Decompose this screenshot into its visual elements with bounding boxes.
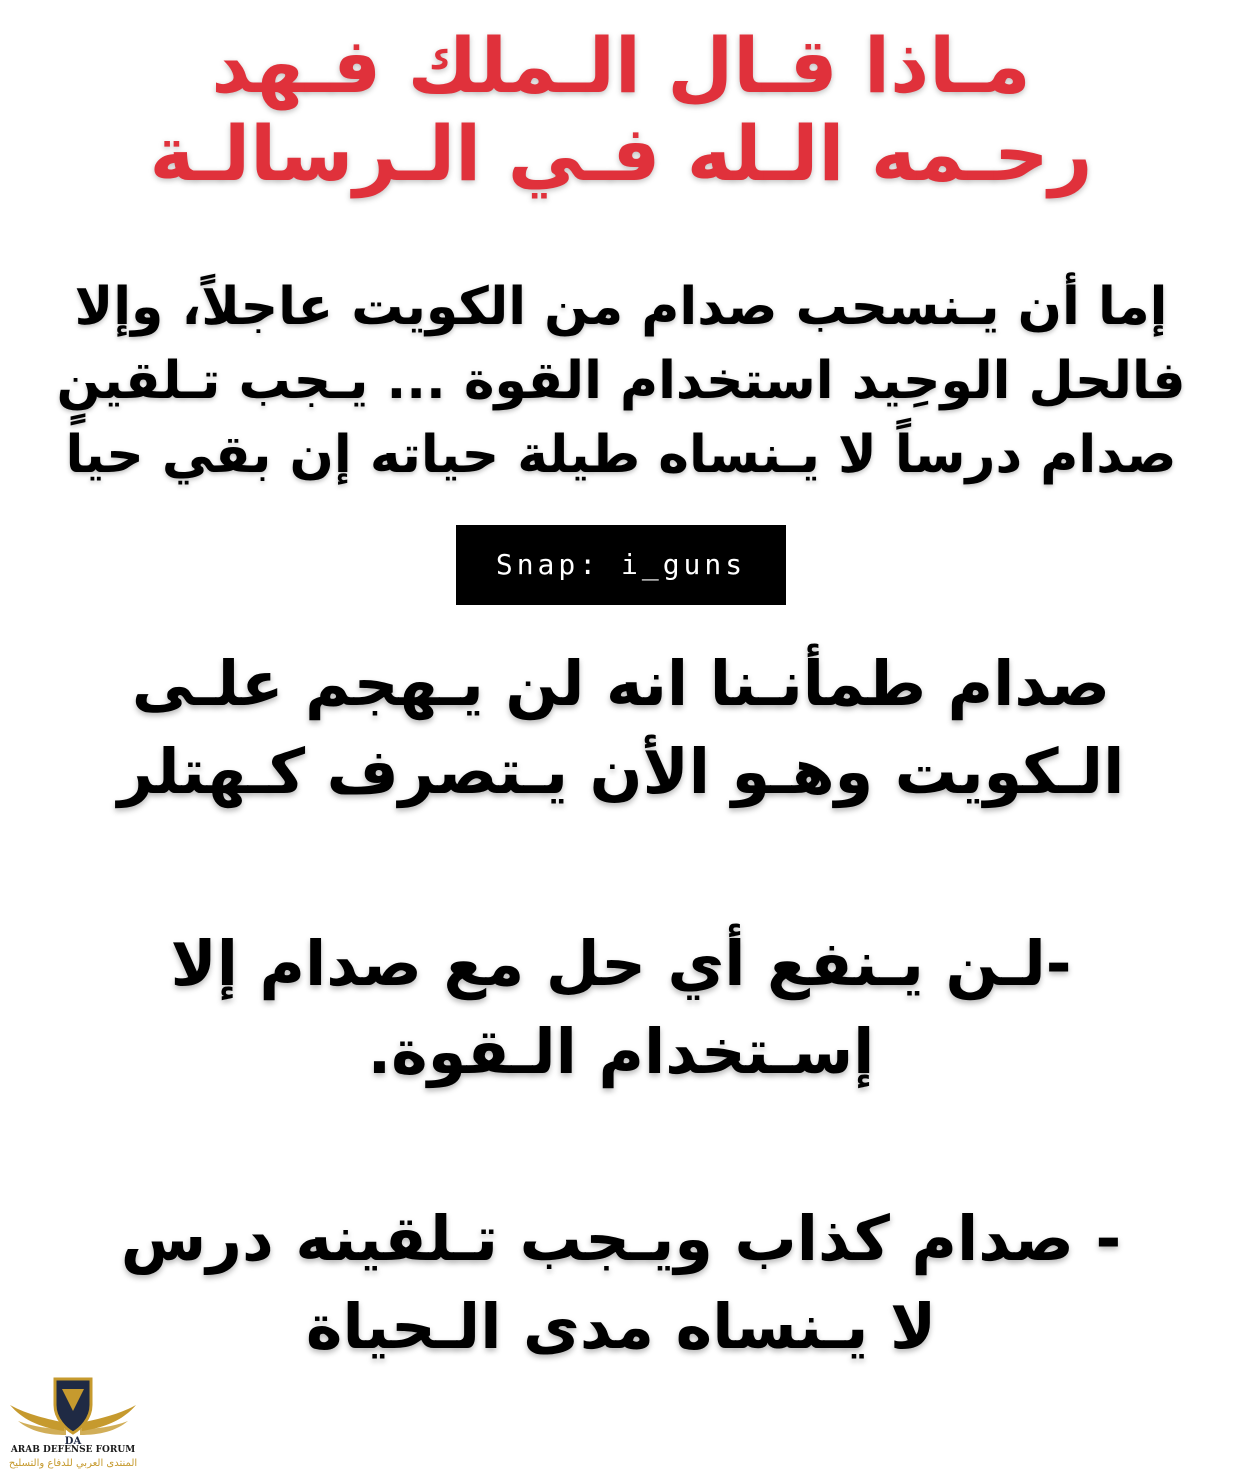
winged-shield-icon (8, 1375, 138, 1447)
headline-line-1: مـاذا قـال الـملك فـهد (211, 21, 1031, 110)
arab-defense-forum-logo (8, 1375, 138, 1475)
quote-1-line-1: إما أن يـنسحب صدام من الكويت عاجلاً، وإلا (74, 277, 1168, 337)
quote-1-line-2: فالحل الوحِيد استخدام القوة ... يـجب تـلقينٍ (56, 351, 1186, 411)
quote-2-line-2: الـكويت وهـو الأن يـتصرف كـهتلر (117, 735, 1125, 808)
quote-4-line-1: - صدام كذاب ويـجب تـلقينه درس (120, 1202, 1122, 1275)
quote-2-line-1: صدام طمأنـنا انه لن يـهجم علـى (131, 647, 1111, 720)
logo-name-arabic: المنتدى العربي للدفاع والتسليح (8, 1458, 138, 1469)
snap-handle-badge: Snap: i_guns (456, 525, 786, 605)
quote-block-4 (0, 1195, 1242, 1371)
quote-1-line-3: صدام درساً لا يـنساه طيلة حياته إن بقي حيا (65, 425, 1177, 485)
quote-block-3 (0, 920, 1242, 1096)
quote-3-line-1: -لـن يـنفع أي حل مع صدام إلا (170, 927, 1072, 1000)
headline-line-2: رحـمه الـله فـي الـرسالـة (149, 109, 1093, 198)
svg-text:DA: DA (64, 1436, 82, 1447)
quote-block-2 (0, 640, 1242, 816)
quote-4-line-2: لا يـنساه مدى الـحياة (305, 1290, 937, 1363)
headline (0, 22, 1242, 198)
logo-name-english: ARAB DEFENSE FORUM (10, 1445, 136, 1455)
quote-3-line-2: إسـتخدام الـقوة. (367, 1015, 875, 1088)
quote-block-1 (0, 270, 1242, 492)
